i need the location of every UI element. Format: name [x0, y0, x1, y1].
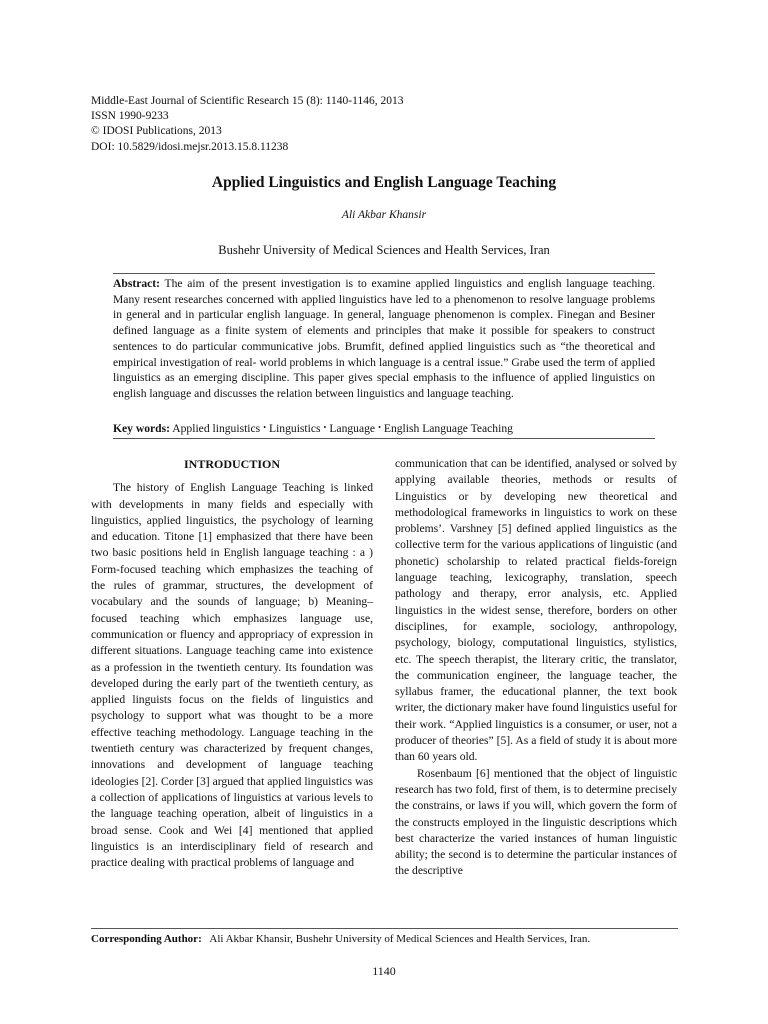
left-column [91, 456, 373, 871]
keyword-separator: • [263, 423, 266, 432]
body-paragraph: The history of English Language Teaching is linked with developments in many fields and especially with linguistics, applied linguistics, the psychology of learning and education. Titone [1] emphasized that there have been two basic positions held in English language teaching : a ) Form-focused teaching which emphasizes the teaching of the rules of grammar, structures, the development of vocabulary and the sounds of language; b) Meaning–focused teaching which emphasizes language use, communication or fluency and appropriacy of expression in different situations. Language teaching came into existence as a profession in the twentieth century. Its foundation was developed during the early part of the twentieth century, as applied linguists focus on the fields of linguistics and psychology to support what was thought to be a more effective teaching methodology. Language teaching in the twentieth century was characterized by frequent changes, innovations and development of language teaching ideologies [2]. Corder [3] argued that applied linguistics was a collection of applications of linguistics at various levels to the language teaching operation, albeit of linguistics in a broad sense. Cook and Wei [4] mentioned that applied linguistics is an interdisciplinary field of research and practice dealing with practical problems of language and [91, 481, 373, 870]
keyword-separator: • [323, 423, 327, 432]
paper-title: Applied Linguistics and English Language Teaching [211, 174, 557, 191]
section-heading: INTRODUCTION [183, 457, 280, 471]
abstract [113, 276, 655, 402]
right-column [395, 456, 677, 880]
journal-header [91, 94, 403, 155]
keywords-label: Key words: [113, 422, 170, 435]
keyword: Linguistics [269, 422, 321, 435]
copyright: © IDOSI Publications, 2013 [91, 125, 222, 138]
journal-citation: Middle-East Journal of Scientific Research 15 (8): 1140-1146, 2013 [91, 95, 404, 107]
abstract-top-rule [113, 273, 655, 274]
body-paragraph: communication that can be identified, analysed or solved by applying available theories, methods or results of Linguistics or by developing new theoretical and methodological frameworks in linguistics to work on these problems’. Varshney [5] defined applied linguistics as the collective term for the various applications of linguistic (and phonetic) scholarship to related practical fields-foreign language teaching, lexicography, translation, speech pathology and therapy, error analysis, etc. Applied linguistics in the widest sense, therefore, borders on other disciplines, for example, sociology, anthropology, psychology, biology, computational linguistics, stylistics, etc. The speech therapist, the literary critic, the translator, the communication engineer, the language teacher, the syllabus framer, the educational planner, the text book writer, the dictionary maker have found linguistics useful for their work. “Applied linguistics is a consumer, or user, not a producer of theories” [5]. As a field of study it is about more than 60 years old. [395, 457, 677, 764]
abstract-text: The aim of the present investigation is to examine applied linguistics and english language teaching. Many resent researches concerned with applied linguistics have led to a phenomenon to resolve language problems in general and in particular english language. In general, language phenomenon is complex. Finegan and Besiner defined language as a finite system of elements and principles that make it possible for speakers to construct sentences to do particular communicative jobs. Brumfit, defined applied linguistics such as “the theoretical and empirical investigation of real- world problems in which language is a central issue.” Grabe used the term of applied linguistics as an emerging discipline. This paper gives special emphasis to the influence of applied linguistics on english language and discusses the relation between linguistics and language teaching. [113, 277, 655, 400]
keywords-bottom-rule [113, 438, 655, 439]
abstract-label: Abstract: [113, 277, 161, 290]
doi: DOI: 10.5829/idosi.mejsr.2013.15.8.11238 [91, 140, 289, 153]
keyword: Language [329, 422, 376, 435]
author-name: Ali Akbar Khansir [341, 209, 427, 221]
keyword-separator: • [378, 423, 381, 432]
keywords [113, 422, 655, 435]
corresponding-author-label: Corresponding Author: [91, 933, 202, 945]
corresponding-author [91, 933, 590, 945]
body-paragraph: Rosenbaum [6] mentioned that the object of linguistic research has two fold, first of them, is to determine precisely the constrains, or laws if you will, which govern the form of the constructs employed in the linguistic descriptions which best characterize the varied instances of human linguistic ability; the second is to determine the particular instances of the descriptive [395, 766, 677, 878]
keyword: Applied linguistics [172, 422, 261, 435]
corresponding-author-text: Ali Akbar Khansir, Bushehr University of Medical Sciences and Health Services, Iran. [209, 933, 591, 945]
keyword: English Language Teaching [383, 422, 513, 435]
page-number: 1140 [372, 964, 396, 978]
issn: ISSN 1990-9233 [91, 110, 169, 123]
footnote-rule [91, 928, 678, 929]
author-affiliation: Bushehr University of Medical Sciences and Health Services, Iran [218, 243, 550, 257]
